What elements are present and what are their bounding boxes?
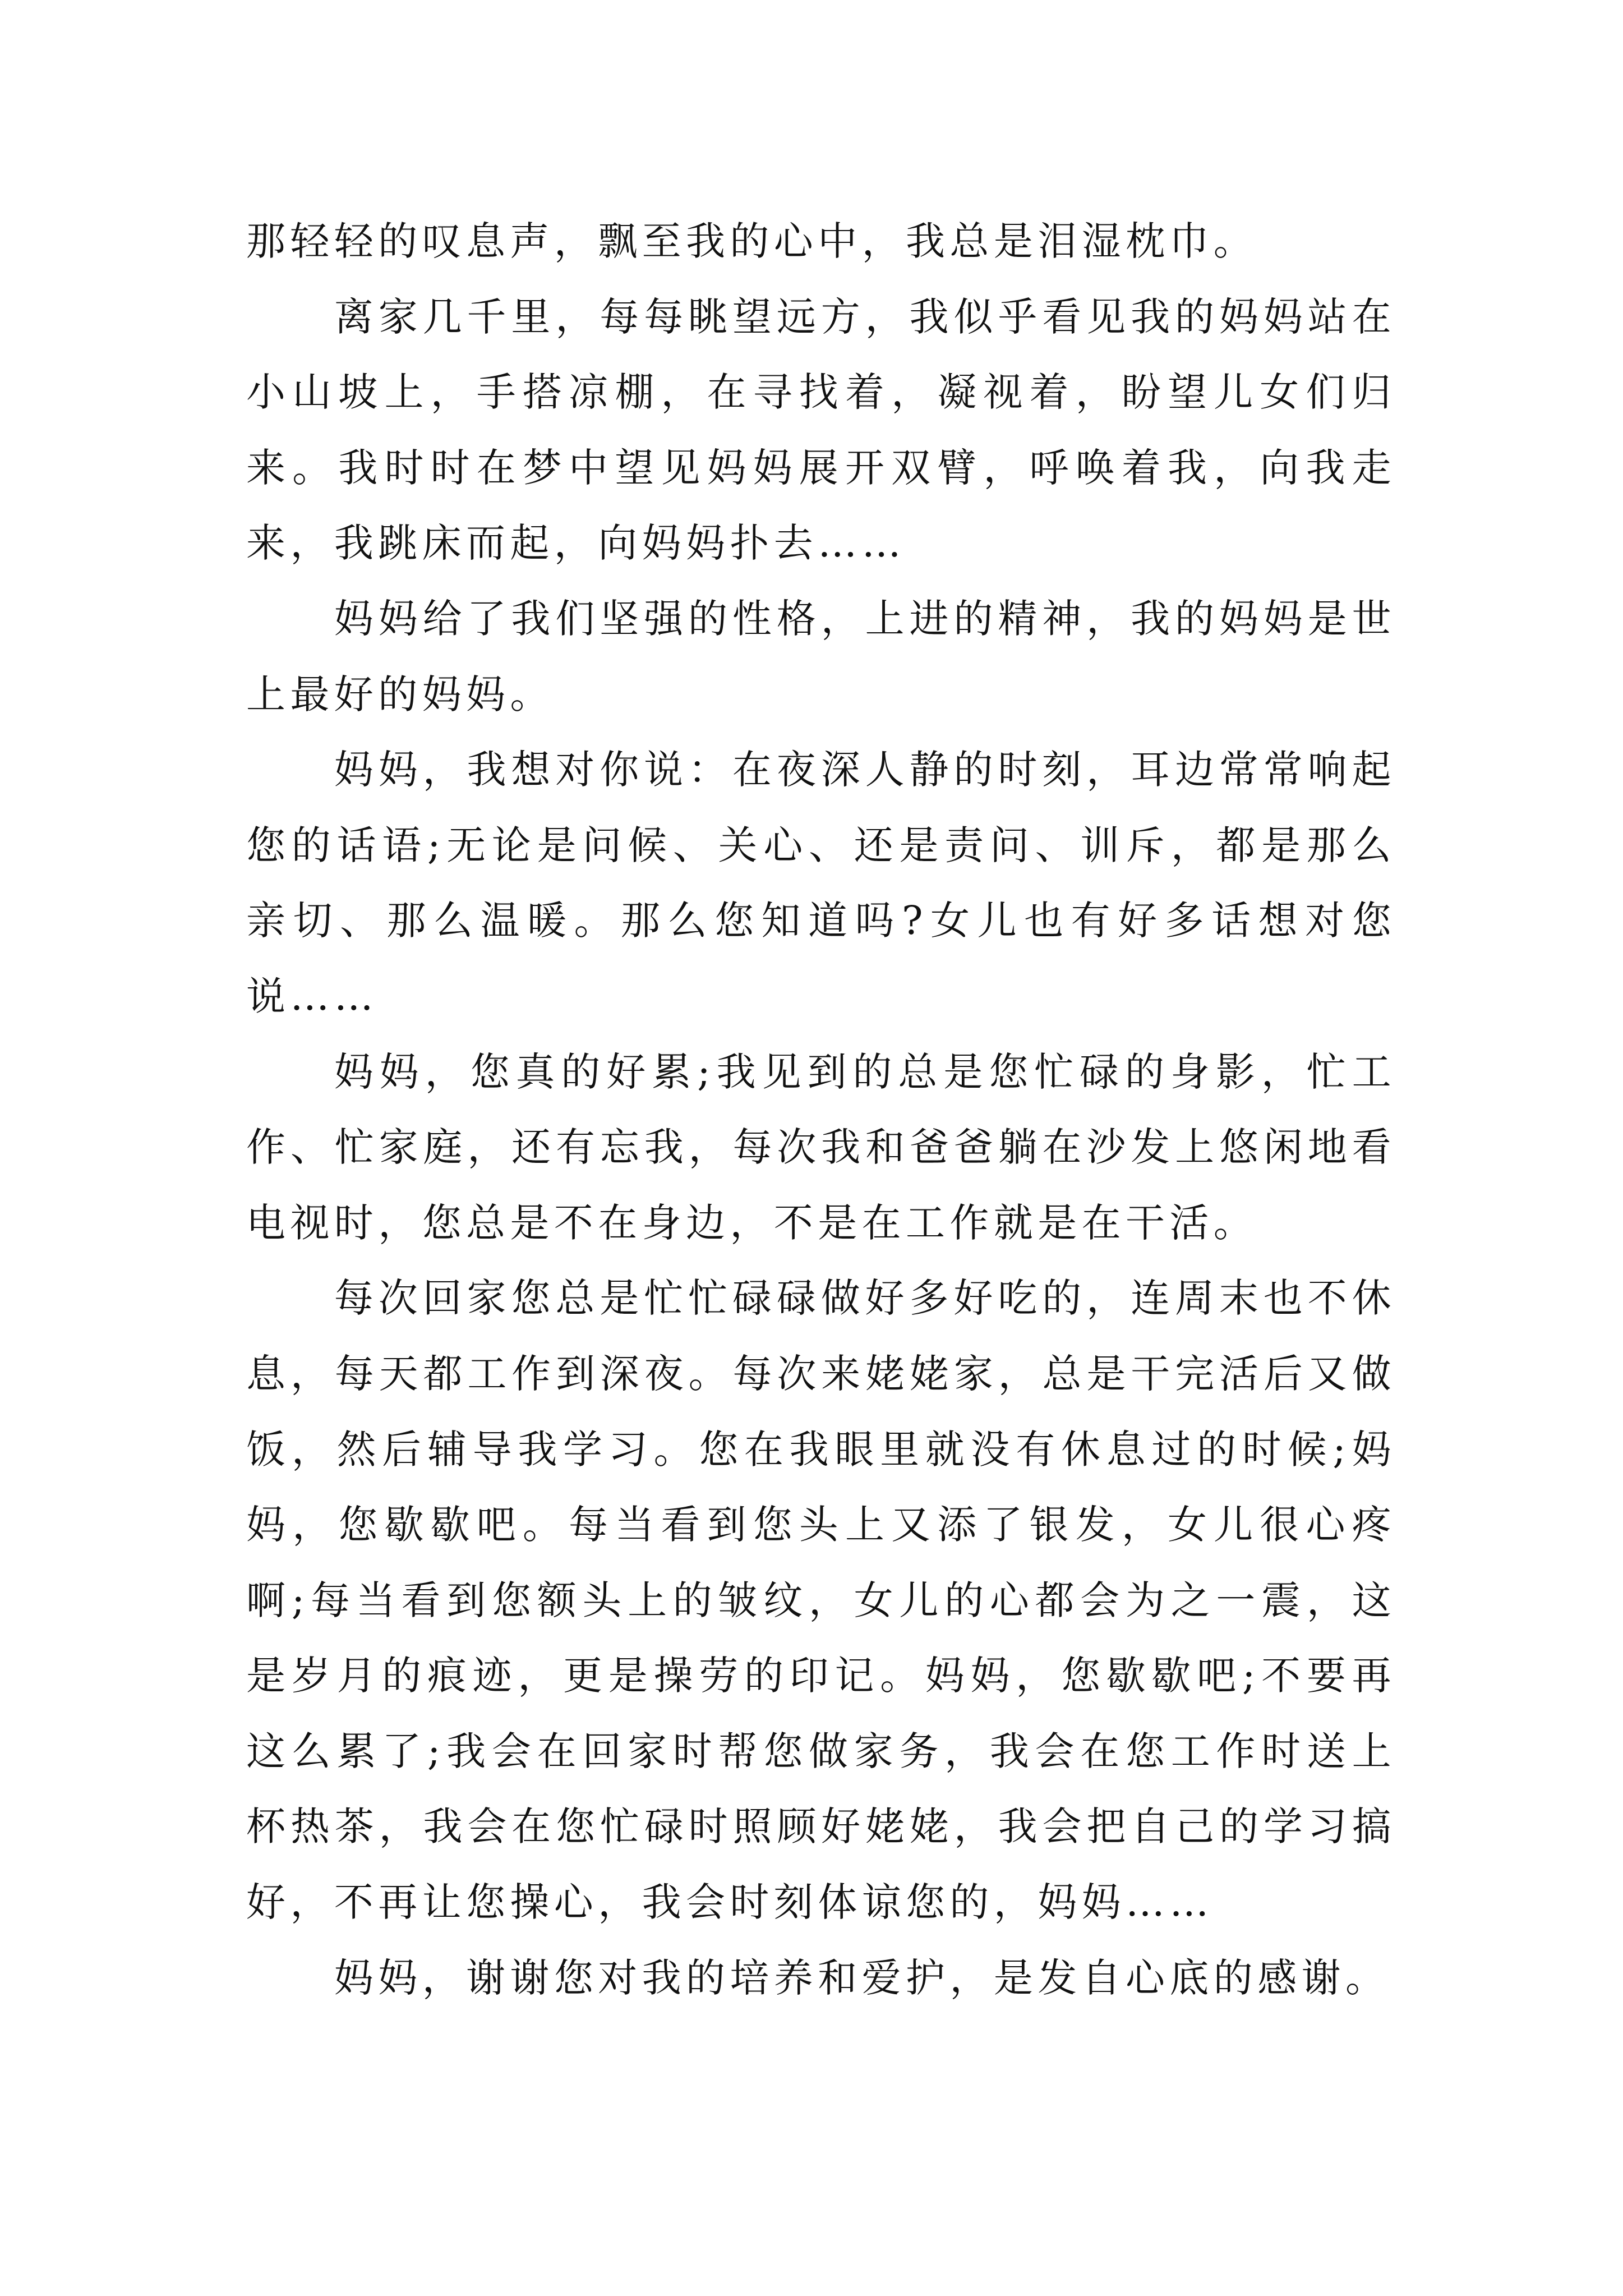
document-body xyxy=(246,204,1396,2016)
paragraph-1: 那轻轻的叹息声，飘至我的心中，我总是泪湿枕巾。 xyxy=(246,218,1258,264)
paragraph-2: 离家几千里，每每眺望远方，我似乎看见我的妈妈站在小山坡上，手搭凉棚，在寻找着，凝视着，盼望儿女们归来。我时时在梦中望见妈妈展开双臂，呼唤着我，向我走来，我跳床而起，向妈妈扑去…… xyxy=(246,293,1396,567)
paragraph-4: 妈妈，我想对你说：在夜深人静的时刻，耳边常常响起您的话语;无论是问候、关心、还是责问、训斥，都是那么亲切、那么温暖。那么您知道吗?女儿也有好多话想对您说…… xyxy=(246,747,1396,1019)
paragraph-6: 每次回家您总是忙忙碌碌做好多好吃的，连周末也不休息，每天都工作到深夜。每次来姥姥家，总是干完活后又做饭，然后辅导我学习。您在我眼里就没有休息过的时候;妈妈，您歇歇吧。每当看到您头上又添了银发，女儿很心疼啊;每当看到您额头上的皱纹，女儿的心都会为之一震，这是岁月的痕迹，更是操劳的印记。妈妈，您歇歇吧;不要再这么累了;我会在回家时帮您做家务，我会在您工作时送上杯热茶，我会在您忙碌时照顾好姥姥，我会把自己的学习搞好，不再让您操心，我会时刻体谅您的，妈妈…… xyxy=(246,1275,1396,1926)
paragraph-3: 妈妈给了我们坚强的性格，上进的精神，我的妈妈是世上最好的妈妈。 xyxy=(246,595,1396,717)
paragraph-7: 妈妈，谢谢您对我的培养和爱护，是发自心底的感谢。 xyxy=(334,1954,1390,2001)
paragraph-5: 妈妈，您真的好累;我见到的总是您忙碌的身影，忙工作、忙家庭，还有忘我，每次我和爸爸躺在沙发上悠闲地看电视时，您总是不在身边，不是在工作就是在干活。 xyxy=(246,1048,1396,1246)
